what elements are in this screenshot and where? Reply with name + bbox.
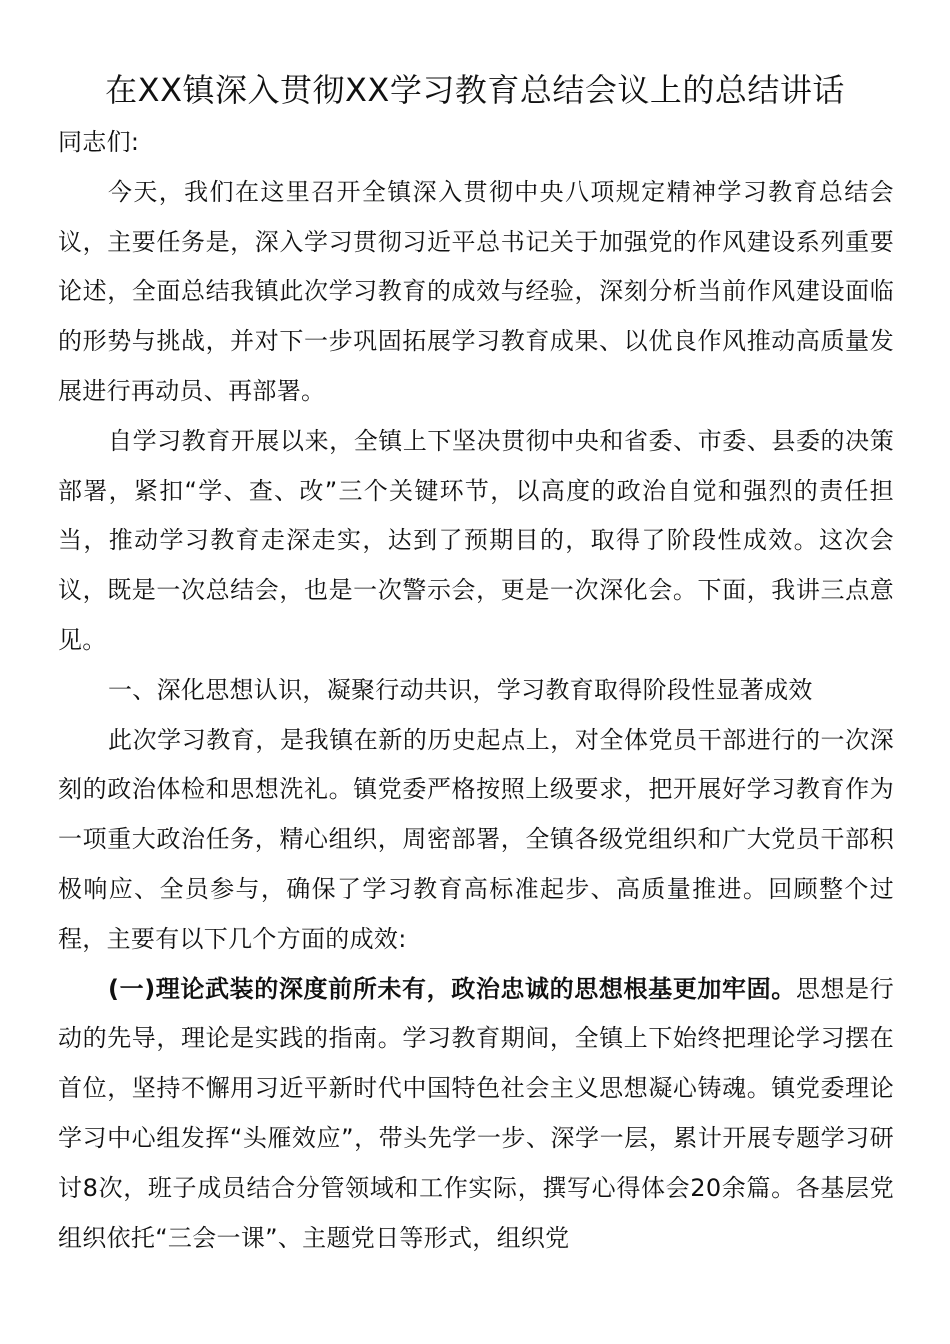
salutation: 同志们:	[58, 128, 140, 156]
subsection-heading: (一)理论武装的深度前所未有，政治忠诚的思想根基更加牢固。	[108, 974, 796, 1003]
document-title: 在XX镇深入贯彻XX学习教育总结会议上的总结讲话	[105, 71, 845, 109]
section-heading: 一、深化思想认识，凝聚行动共识，学习教育取得阶段性显著成效	[108, 675, 813, 704]
paragraph-overview: 自学习教育开展以来，全镇上下坚决贯彻中央和省委、市委、县委的决策部署，紧扣“学、查、改”三个关键环节，以高度的政治自觉和强烈的责任担当，推动学习教育走深走实，达到了预期目的，取得了阶段性成效。这次会议，既是一次总结会，也是一次警示会，更是一次深化会。下面，我讲三点意见。	[58, 426, 894, 654]
subsection-paragraph	[58, 965, 894, 1264]
subsection-text: 思想是行动的先导，理论是实践的指南。学习教育期间，全镇上下始终把理论学习摆在首位，坚持不懈用习近平新时代中国特色社会主义思想凝心铸魂。镇党委理论学习中心组发挥“头雁效应”，带头先学一步、深学一层，累计开展专题学习研讨8次，班子成员结合分管领域和工作实际，撰写心得体会20余篇。各基层党组织依托“三会一课”、主题党日等形式，组织党	[58, 974, 894, 1252]
document-body	[58, 118, 894, 1263]
paragraph-opening: 今天，我们在这里召开全镇深入贯彻中央八项规定精神学习教育总结会议，主要任务是，深入学习贯彻习近平总书记关于加强党的作风建设系列重要论述，全面总结我镇此次学习教育的成效与经验，深刻分析当前作风建设面临的形势与挑战，并对下一步巩固拓展学习教育成果、以优良作风推动高质量发展进行再动员、再部署。	[58, 177, 894, 405]
section-paragraph: 此次学习教育，是我镇在新的历史起点上，对全体党员干部进行的一次深刻的政治体检和思想洗礼。镇党委严格按照上级要求，把开展好学习教育作为一项重大政治任务，精心组织，周密部署，全镇各级党组织和广大党员干部积极响应、全员参与，确保了学习教育高标准起步、高质量推进。回顾整个过程，主要有以下几个方面的成效:	[58, 725, 894, 953]
